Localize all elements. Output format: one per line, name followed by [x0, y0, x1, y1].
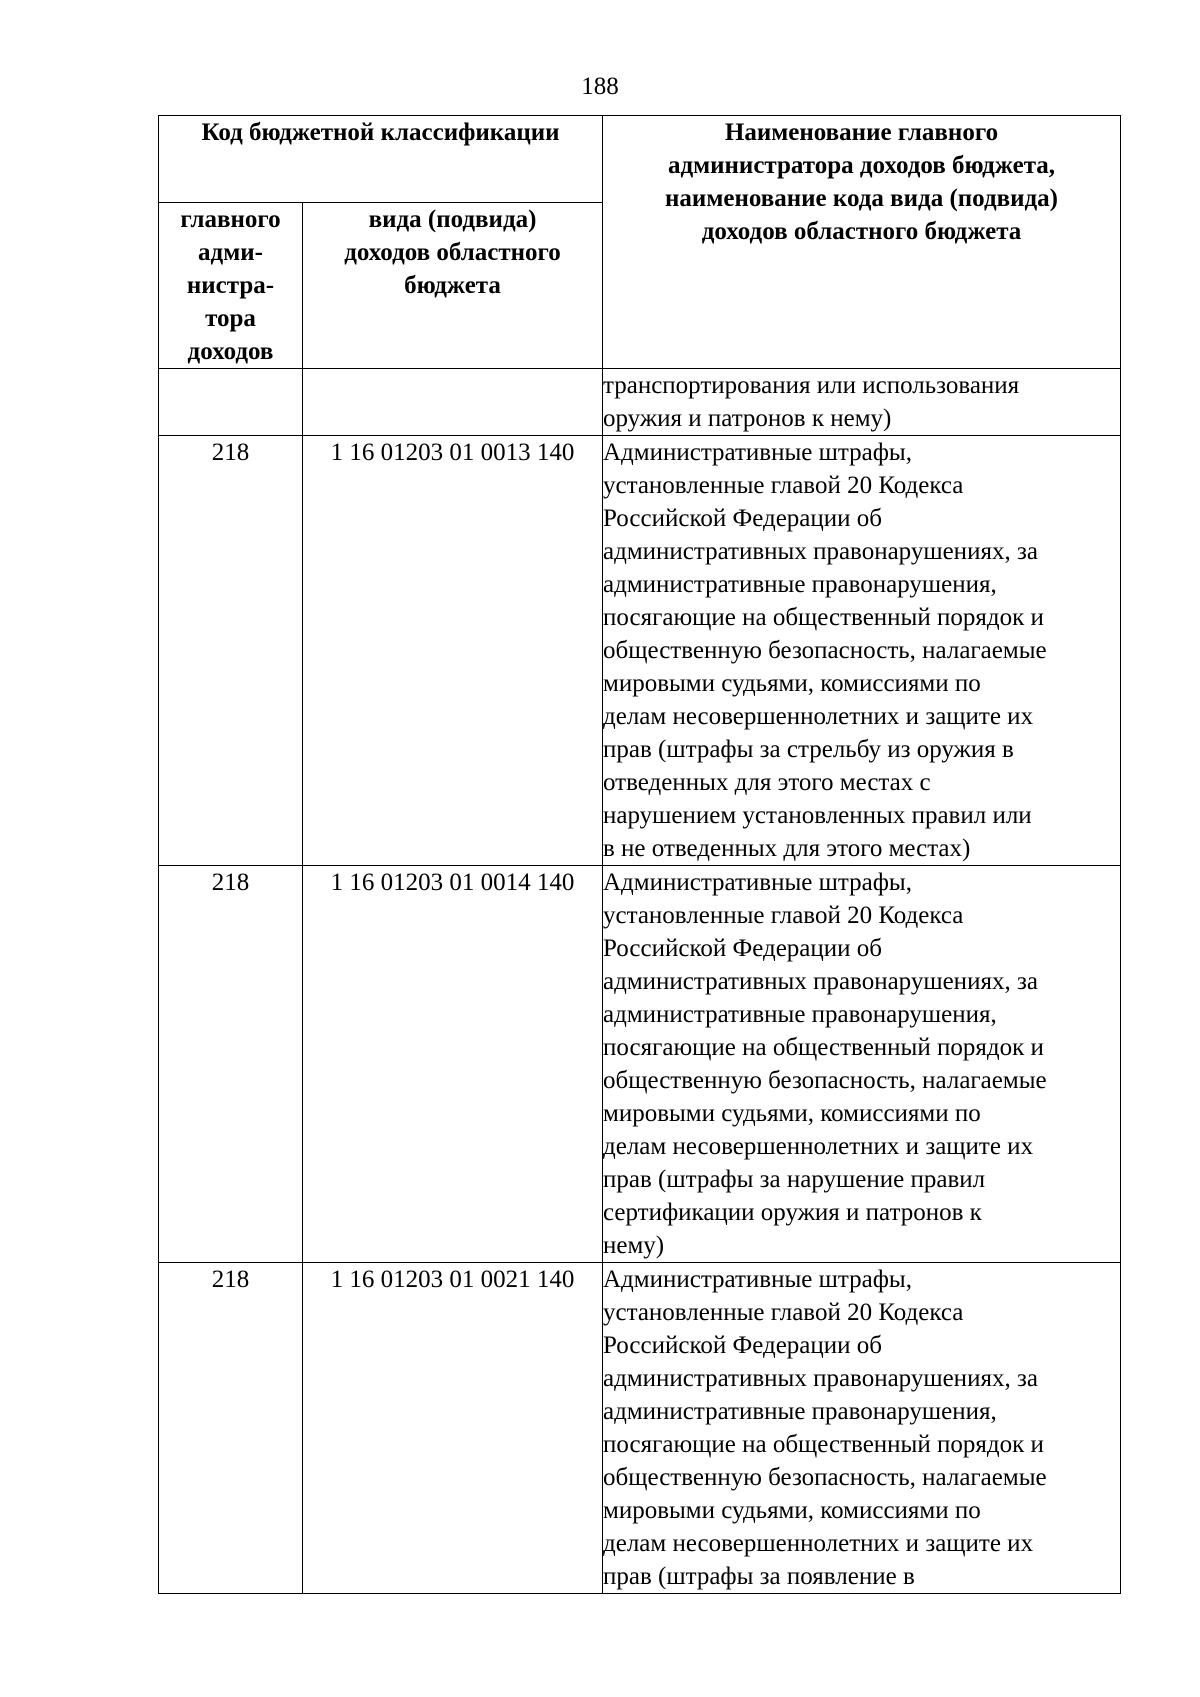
- header-name-column: [603, 116, 1121, 369]
- header-code-column: [303, 203, 603, 369]
- header-admin-line: адми-: [198, 239, 263, 266]
- income-name-line: установленные главой 20 Кодекса: [603, 902, 964, 929]
- income-name-line: общественную безопасность, налагаемые: [603, 637, 1047, 664]
- header-code-line: бюджета: [404, 272, 501, 299]
- header-admin-line: главного: [180, 206, 281, 233]
- table-row: [159, 436, 1121, 866]
- admin-code-cell: 218: [159, 866, 303, 1263]
- income-name-line: Административные штрафы,: [603, 1266, 912, 1293]
- income-name-line: общественную безопасность, налагаемые: [603, 1464, 1047, 1491]
- income-name-line: административных правонарушениях, за: [603, 538, 1038, 565]
- income-name-line: административных правонарушениях, за: [603, 1365, 1038, 1392]
- income-code-cell: 1 16 01203 01 0021 140: [303, 1263, 603, 1594]
- income-name-line: Российской Федерации об: [603, 1332, 882, 1359]
- header-name-line: доходов областного бюджета: [701, 218, 1022, 245]
- income-name-line: оружия и патронов к нему): [603, 405, 892, 432]
- income-name-line: административные правонарушения,: [603, 571, 997, 598]
- admin-code-cell: [159, 369, 303, 436]
- income-name-line: сертификации оружия и патронов к: [603, 1199, 982, 1226]
- income-name-line: делам несовершеннолетних и защите их: [603, 1530, 1034, 1557]
- admin-code-cell: 218: [159, 436, 303, 866]
- table-row: [159, 369, 1121, 436]
- header-admin-line: доходов: [187, 338, 274, 365]
- header-name-line: Наименование главного: [724, 119, 999, 146]
- income-name-cell: [603, 1263, 1121, 1594]
- income-name-line: Российской Федерации об: [603, 935, 882, 962]
- income-name-line: прав (штрафы за появление в: [603, 1563, 915, 1590]
- income-name-line: транспортирования или использования: [603, 372, 1020, 399]
- income-name-cell: [603, 866, 1121, 1263]
- income-name-line: посягающие на общественный порядок и: [603, 1431, 1044, 1458]
- income-name-line: административные правонарушения,: [603, 1001, 997, 1028]
- header-name-line: администратора доходов бюджета,: [667, 152, 1056, 179]
- income-name-line: Российской Федерации об: [603, 505, 882, 532]
- income-name-line: отведенных для этого местах с: [603, 769, 931, 796]
- table-row: [159, 1263, 1121, 1594]
- income-name-line: мировыми судьями, комиссиями по: [603, 1100, 981, 1127]
- income-name-line: в не отведенных для этого местах): [603, 835, 971, 862]
- income-name-line: Административные штрафы,: [603, 869, 912, 896]
- income-name-line: установленные главой 20 Кодекса: [603, 472, 964, 499]
- income-name-line: мировыми судьями, комиссиями по: [603, 670, 981, 697]
- income-name-line: прав (штрафы за стрельбу из оружия в: [603, 736, 1014, 763]
- income-name-line: Административные штрафы,: [603, 439, 912, 466]
- header-budget-code-group: Код бюджетной классификации: [159, 116, 603, 203]
- income-name-line: делам несовершеннолетних и защите их: [603, 1133, 1034, 1160]
- income-name-cell: [603, 436, 1121, 866]
- income-code-cell: [303, 369, 603, 436]
- income-code-cell: 1 16 01203 01 0014 140: [303, 866, 603, 1263]
- income-name-line: общественную безопасность, налагаемые: [603, 1067, 1047, 1094]
- header-admin-line: тора: [205, 305, 256, 332]
- income-name-line: установленные главой 20 Кодекса: [603, 1299, 964, 1326]
- table-body: [159, 369, 1121, 1594]
- income-name-line: делам несовершеннолетних и защите их: [603, 703, 1034, 730]
- header-name-line: наименование кода вида (подвида): [665, 185, 1058, 212]
- income-name-line: административных правонарушениях, за: [603, 968, 1038, 995]
- header-code-line: вида (подвида): [368, 206, 537, 233]
- budget-classification-table: [158, 115, 1121, 1594]
- income-name-cell: [603, 369, 1121, 436]
- header-admin-column: [159, 203, 303, 369]
- income-name-line: мировыми судьями, комиссиями по: [603, 1497, 981, 1524]
- header-admin-line: нистра-: [186, 272, 275, 299]
- income-name-line: нему): [603, 1232, 665, 1259]
- income-name-line: административные правонарушения,: [603, 1398, 997, 1425]
- income-name-line: нарушением установленных правил или: [603, 802, 1032, 829]
- income-name-line: посягающие на общественный порядок и: [603, 604, 1044, 631]
- income-code-cell: 1 16 01203 01 0013 140: [303, 436, 603, 866]
- header-code-line: доходов областного: [344, 239, 561, 266]
- page-number: 188: [581, 73, 619, 100]
- income-name-line: прав (штрафы за нарушение правил: [603, 1166, 986, 1193]
- income-name-line: посягающие на общественный порядок и: [603, 1034, 1044, 1061]
- header-row-top: [159, 116, 1121, 203]
- admin-code-cell: 218: [159, 1263, 303, 1594]
- table-row: [159, 866, 1121, 1263]
